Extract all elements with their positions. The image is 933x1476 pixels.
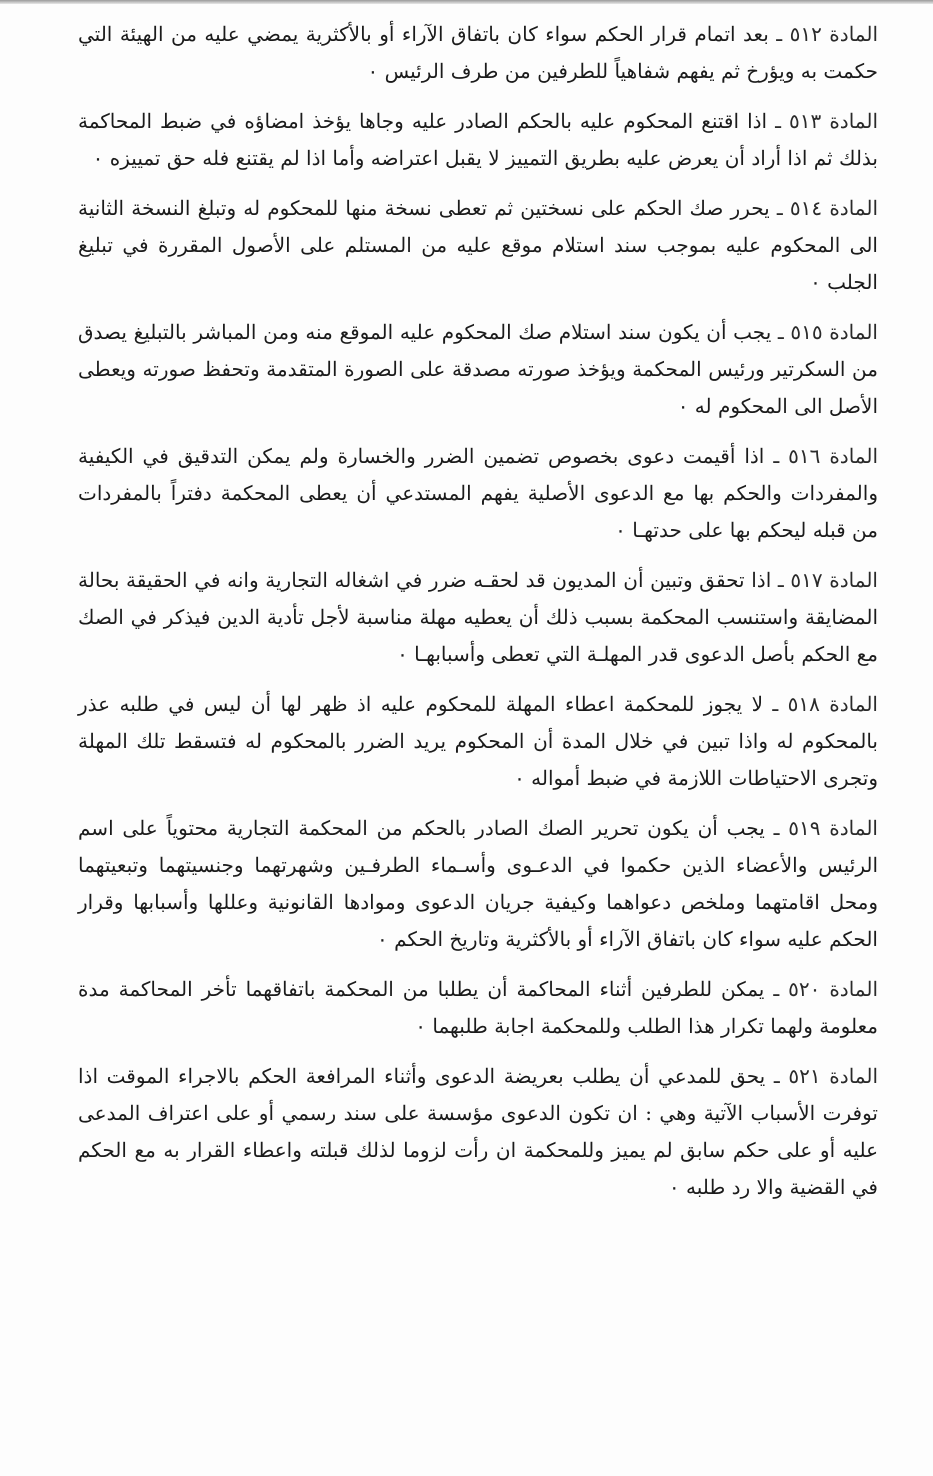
article-520	[78, 971, 878, 1045]
article-text: اذا أقيمت دعوى بخصوص تضمين الضرر والخسارة ولم يمكن التدقيق في الكيفية والمفردات والحكم بها مع الدعوى الأصلية يفهم المستدعي أن يعطى المحكمة دفتراً بالمفردات من قبله ليحكم بها على حدتهـا ٠	[78, 444, 878, 542]
article-521	[78, 1058, 878, 1206]
article-text: يمكن للطرفين أثناء المحاكمة أن يطلبا من المحكمة باتفاقهما تأخر المحاكمة مدة معلومة ولهما تكرار هذا الطلب وللمحكمة اجابة طلبهما ٠	[78, 977, 878, 1038]
article-518	[78, 686, 878, 797]
article-label: المادة ٥١٣ ـ	[775, 109, 879, 133]
article-label: المادة ٥١٦ ـ	[773, 444, 879, 468]
article-label: المادة ٥١٨ ـ	[772, 692, 878, 716]
article-label: المادة ٥٢٠ ـ	[773, 977, 879, 1001]
article-label: المادة ٥١٢ ـ	[776, 22, 878, 46]
article-text: يحرر صك الحكم على نسختين ثم تعطى نسخة منها للمحكوم له وتبلغ النسخة الثانية الى المحكوم عليه بموجب سند استلام موقع عليه من المستلم على الأصول المقررة في تبليغ الجلب ٠	[78, 196, 878, 294]
article-text: يحق للمدعي أن يطلب بعريضة الدعوى وأثناء المرافعة الحكم بالاجراء الموقت اذا توفرت الأسباب الآتية وهي : ان تكون الدعوى مؤسسة على سند رسمي أو على اعتراف المدعى عليه أو على حكم سابق لم يميز وللمحكمة ان رأت لزوما لذلك قبلته واعطاء القرار به مع الحكم في القضية والا رد طلبه ٠	[78, 1064, 878, 1199]
article-text: يجب أن يكون تحرير الصك الصادر بالحكم من المحكمة التجارية محتوياً على اسم الرئيس والأعضاء الذين حكموا في الدعـوى وأسـماء الطرفـين وشهرتهما وجنسيتهما وتبعيتهما ومحل اقامتهما وملخص دعواهما وكيفية جريان الدعوى وموادها القانونية وعللها وأسبابها وقرار الحكم عليه سواء كان باتفاق الآراء أو بالأكثرية وتاريخ الحكم ٠	[78, 816, 878, 951]
article-label: المادة ٥١٧ ـ	[777, 568, 878, 592]
article-516	[78, 438, 878, 549]
article-text: لا يجوز للمحكمة اعطاء المهلة للمحكوم عليه اذ ظهر لها أن ليس في طلبه عذر بالمحكوم له واذا تبين في خلال المدة أن المحكوم يريد الضرر بالمحكوم له فتسقط تلك المهلة وتجرى الاحتياطات اللازمة في ضبط أمواله ٠	[78, 692, 878, 790]
article-513	[78, 103, 878, 177]
article-label: المادة ٥١٥ ـ	[777, 320, 878, 344]
articles-body	[78, 16, 878, 1219]
article-text: اذا تحقق وتبين أن المديون قد لحقـه ضرر في اشغاله التجارية وانه في الحقيقة بحالة المضايقة واستنسب المحكمة بسبب ذلك أن يعطيه مهلة مناسبة لأجل تأدية الدين فيذكر في الصك مع الحكم بأصل الدعوى قدر المهلـة التي تعطى وأسبابهـا ٠	[78, 568, 878, 666]
article-517	[78, 562, 878, 673]
article-label: المادة ٥١٤ ـ	[776, 196, 879, 220]
article-text: يجب أن يكون سند استلام صك المحكوم عليه الموقع منه ومن المباشر بالتبليغ يصدق من السكرتير ورئيس المحكمة ويؤخذ صورته مصدقة على الصورة المتقدمة وتحفظ صورته ويعطى الأصل الى المحكوم له ٠	[78, 320, 878, 418]
article-text: اذا اقتنع المحكوم عليه بالحكم الصادر عليه وجاها يؤخذ امضاؤه في ضبط المحاكمة بذلك ثم اذا أراد أن يعرض عليه بطريق التمييز لا يقبل اعتراضه وأما اذا لم يقتنع فله حق تمييزه ٠	[78, 109, 878, 170]
scan-top-edge	[0, 0, 933, 4]
article-label: المادة ٥٢١ ـ	[773, 1064, 878, 1088]
article-text: بعد اتمام قرار الحكم سواء كان باتفاق الآراء أو بالأكثرية يمضي عليه من الهيئة التي حكمت به ويؤرخ ثم يفهم شفاهياً للطرفين من طرف الرئيس ٠	[78, 22, 878, 83]
article-514	[78, 190, 878, 301]
article-label: المادة ٥١٩ ـ	[773, 816, 878, 840]
article-512	[78, 16, 878, 90]
article-519	[78, 810, 878, 958]
article-515	[78, 314, 878, 425]
